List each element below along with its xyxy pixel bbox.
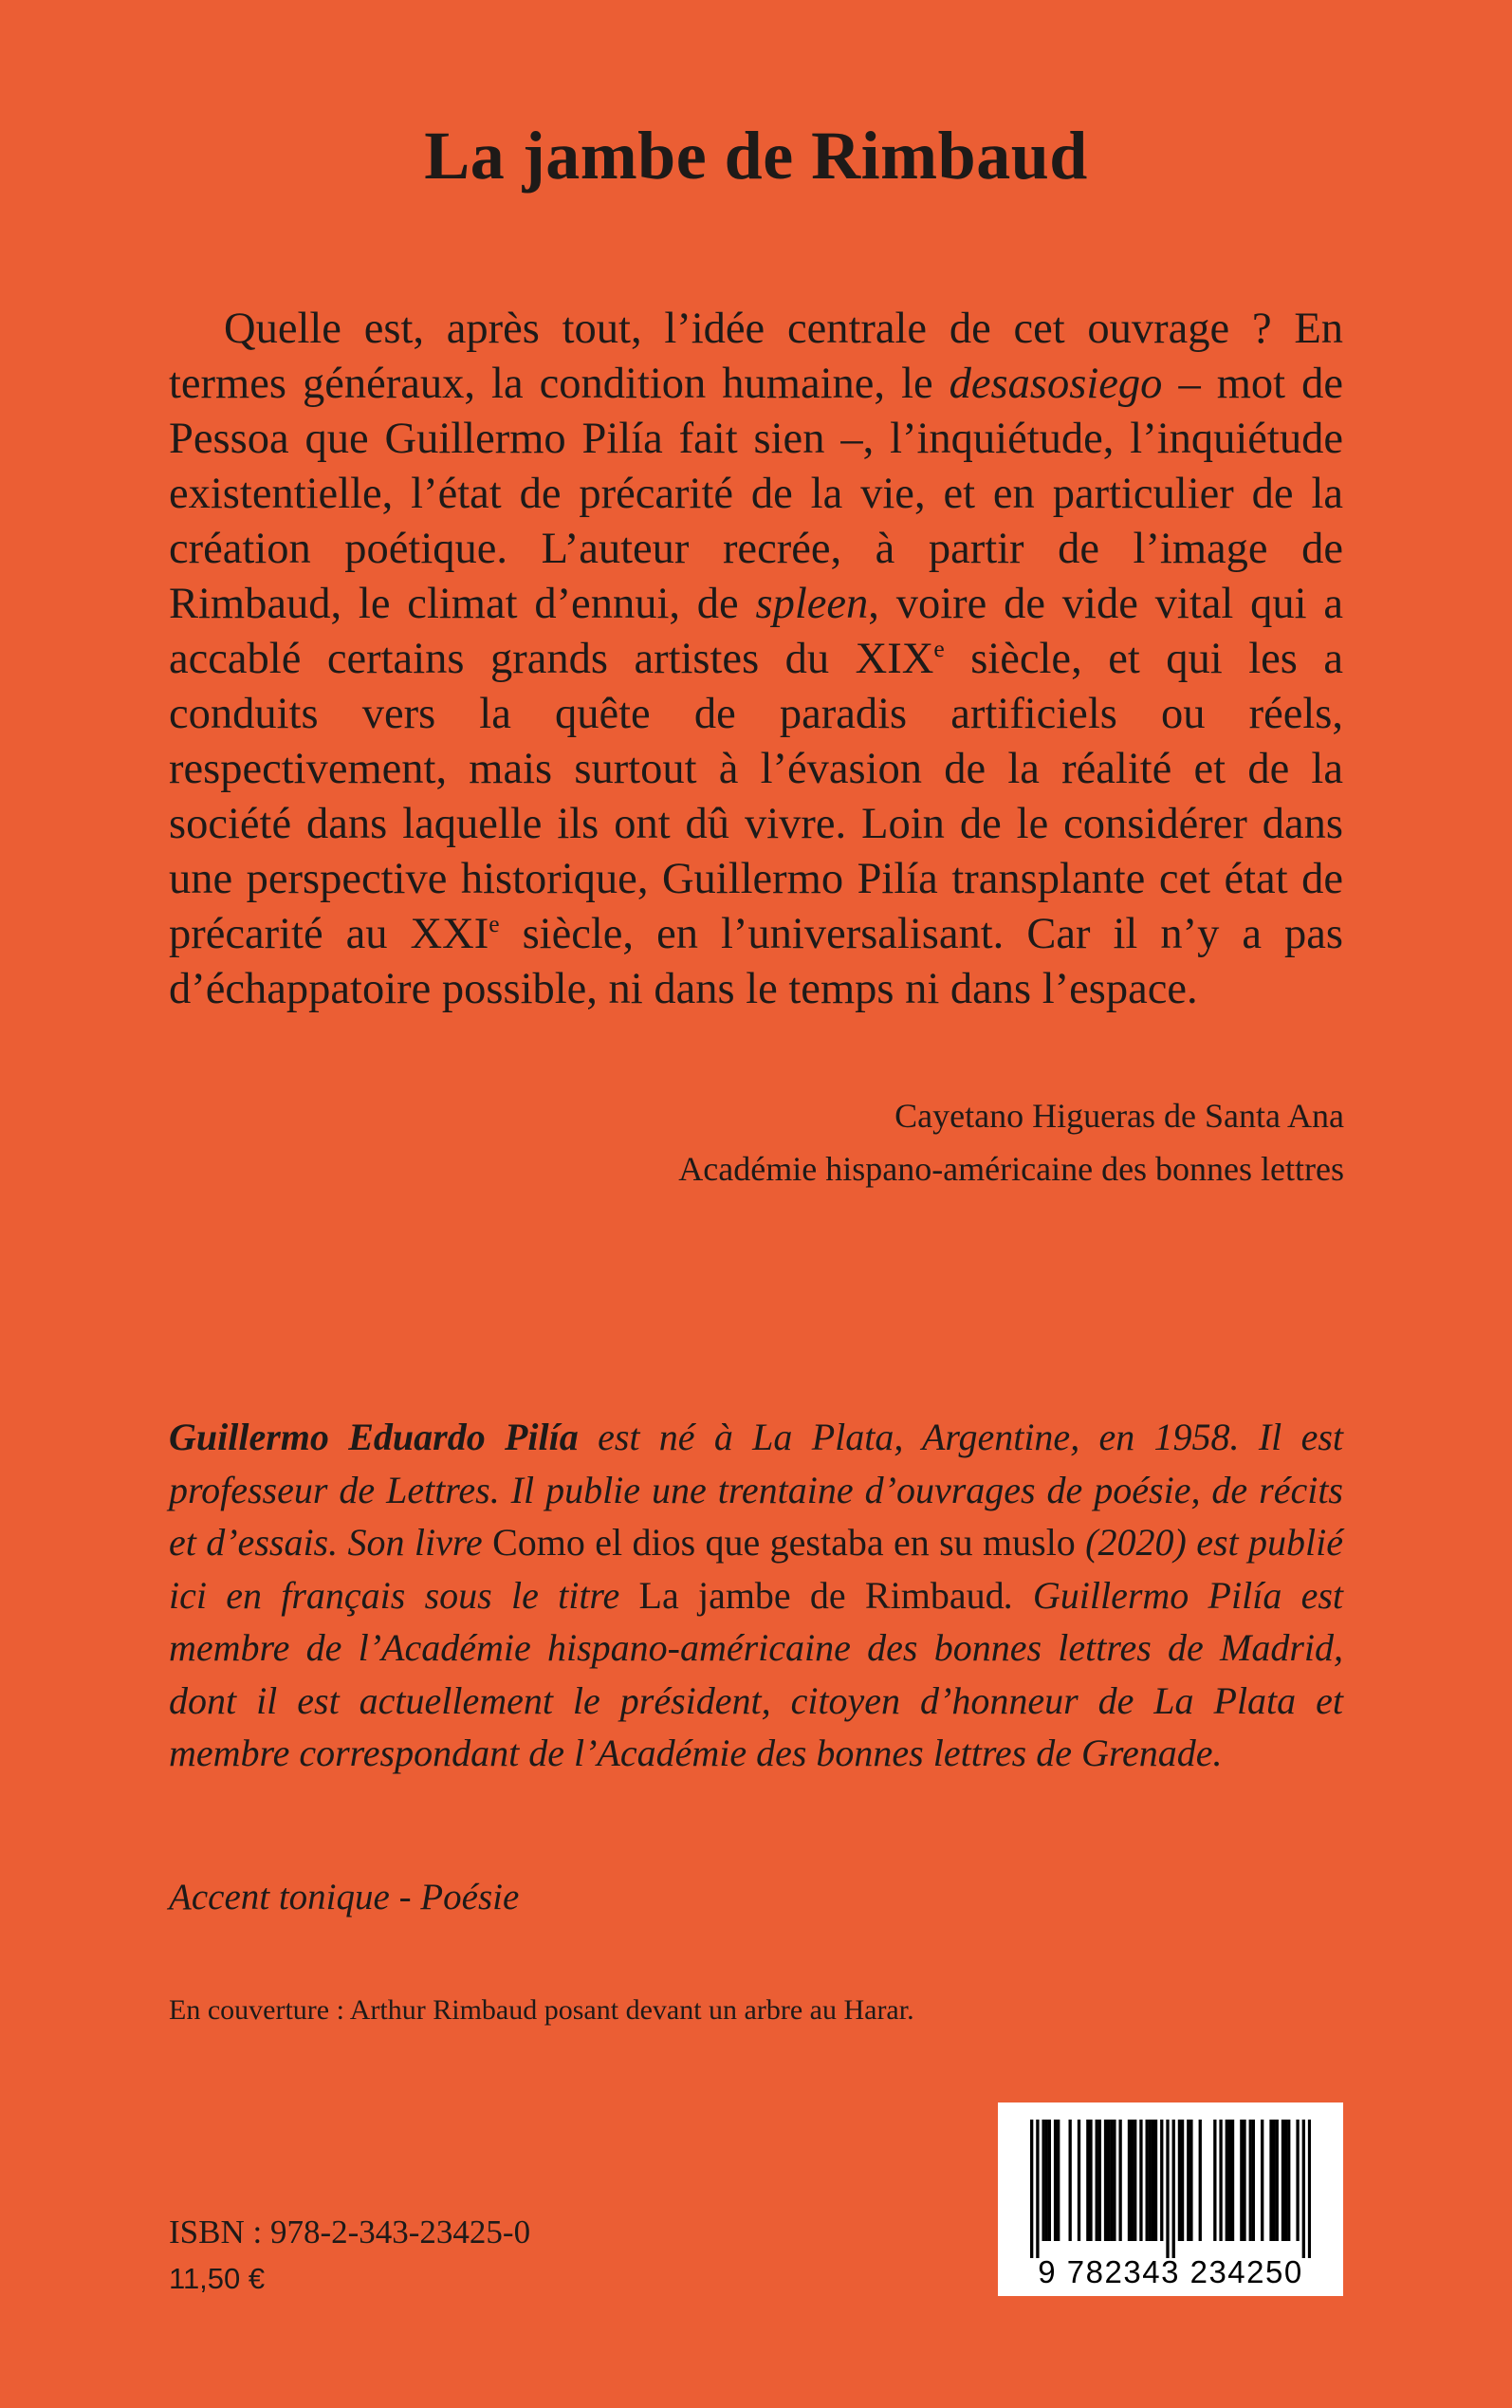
book-title: La jambe de Rimbaud — [424, 118, 1088, 194]
barcode-bar — [1308, 2120, 1311, 2258]
quote-text-2: – mot de Pessoa que Guillermo Pilía fait sien –, l’inquiétude, l’inquiétude existentielle, l’état de précarité de la vie, et en particulier de la création poétique. L’auteur recrée, à partir de l’image de Rimbaud, le climat d’ennui, de — [169, 360, 1343, 628]
quote-emphasis-spleen: spleen — [755, 580, 869, 628]
barcode-bar — [1086, 2120, 1089, 2241]
barcode-bar — [1078, 2120, 1080, 2241]
barcode-digits: 9 782343 234250 — [1038, 2254, 1303, 2289]
barcode-bar — [1057, 2120, 1060, 2241]
barcode-bar — [1160, 2120, 1163, 2241]
barcode-bar — [1036, 2120, 1039, 2258]
barcode-bar — [1089, 2120, 1092, 2241]
barcode-bars-icon — [1030, 2120, 1311, 2258]
barcode-bar — [1146, 2120, 1149, 2241]
barcode-bar — [1118, 2120, 1121, 2241]
barcode-bar — [1113, 2120, 1116, 2241]
barcode-bar — [1107, 2120, 1110, 2241]
barcode-bar — [1139, 2120, 1142, 2241]
barcode-bar — [1302, 2120, 1305, 2258]
barcode-bar — [1282, 2120, 1284, 2241]
barcode-bar — [1154, 2120, 1157, 2241]
barcode-bar — [1152, 2120, 1154, 2241]
barcode-bar — [1042, 2120, 1044, 2241]
author-bio — [169, 1411, 1343, 1780]
barcode-bar — [1252, 2120, 1255, 2241]
barcode-bar — [1128, 2120, 1131, 2241]
barcode-bar — [1287, 2120, 1290, 2241]
barcode-bar — [1166, 2120, 1169, 2258]
barcode-bar — [1226, 2120, 1228, 2241]
barcode-bar — [1276, 2120, 1279, 2241]
barcode-bar — [1048, 2120, 1051, 2241]
bio-french-title: La jambe de Rimbaud — [638, 1573, 1005, 1617]
attribution-affiliation: Académie hispano-américaine des bonnes lettres — [678, 1150, 1344, 1188]
barcode-bar — [1030, 2120, 1033, 2258]
barcode-bar — [1213, 2120, 1216, 2241]
isbn-label: ISBN : 978-2-343-23425-0 — [169, 2214, 531, 2251]
barcode — [998, 2102, 1343, 2296]
barcode-bar — [1189, 2120, 1192, 2241]
bio-text-1: est né à La Plata, Argentine, en 1958. Il est professeur de Lettres. Il publie une trentaine d’ouvrages de poésie, de récits et d’essais. Son livre — [169, 1416, 1344, 1564]
barcode-bar — [1054, 2120, 1057, 2241]
barcode-bar — [1181, 2120, 1184, 2241]
quote-attribution — [678, 1089, 1344, 1195]
barcode-bar — [1249, 2120, 1252, 2241]
barcode-bar — [1131, 2120, 1134, 2241]
barcode-bar — [1269, 2120, 1272, 2241]
quote-text-1: Quelle est, après tout, l’idée centrale de cet ouvrage ? En termes généraux, la condition humaine, le — [169, 305, 1343, 408]
barcode-bar — [1178, 2120, 1181, 2241]
barcode-bar — [1272, 2120, 1275, 2241]
quote-text-4: siècle, et qui les a conduits vers la quête de paradis artificiels ou réels, respectivement, mais surtout à l’évasion de la réalité et de la société dans laquelle ils ont dû vivre. Loin de le considérer dans une perspective historique, Guillermo Pilía transplante cet état de précarité au XXI — [169, 635, 1344, 958]
quote-text-3: , voire de vide vital qui a accablé certains grands artistes du XIX — [169, 580, 1343, 683]
barcode-bar — [1172, 2120, 1175, 2258]
back-cover-quote — [169, 302, 1343, 1017]
barcode-bar — [1110, 2120, 1113, 2241]
barcode-bar — [1149, 2120, 1152, 2241]
quote-emphasis-desasosiego: desasosiego — [949, 360, 1163, 408]
collection-name: Accent tonique - Poésie — [169, 1877, 520, 1917]
bio-author-name: Guillermo Eduardo Pilía — [169, 1416, 579, 1458]
barcode-bar — [1134, 2120, 1136, 2241]
barcode-bar — [1284, 2120, 1287, 2241]
barcode-bar — [1231, 2120, 1234, 2241]
barcode-bar — [1199, 2120, 1202, 2241]
barcode-bar — [1096, 2120, 1098, 2241]
barcode-bar — [1069, 2120, 1072, 2241]
bio-original-title: Como el dios que gestaba en su muslo — [492, 1521, 1076, 1564]
quote-superscript-2: e — [489, 910, 500, 938]
quote-text-5: siècle, en l’universalisant. Car il n’y a pas d’échappatoire possible, ni dans le temps ni dans l’espace. — [169, 910, 1343, 1013]
barcode-bar — [1045, 2120, 1048, 2241]
barcode-bar — [1261, 2120, 1263, 2241]
barcode-bar — [1098, 2120, 1101, 2241]
price-label: 11,50 € — [169, 2262, 266, 2295]
barcode-bar — [1187, 2120, 1189, 2241]
barcode-bar — [1104, 2120, 1107, 2241]
barcode-bar — [1219, 2120, 1222, 2241]
cover-credit: En couverture : Arthur Rimbaud posant devant un arbre au Harar. — [169, 1994, 914, 2026]
barcode-bar — [1240, 2120, 1243, 2241]
bio-text-2: (2020) est publié ici en français sous le titre — [169, 1521, 1343, 1617]
attribution-name: Cayetano Higueras de Santa Ana — [894, 1097, 1344, 1135]
quote-superscript-1: e — [933, 635, 945, 663]
barcode-bar — [1296, 2120, 1299, 2241]
barcode-bar — [1243, 2120, 1245, 2241]
barcode-bar — [1228, 2120, 1231, 2241]
bio-text-3: . Guillermo Pilía est membre de l’Académie hispano-américaine des bonnes lettres de Madrid, dont il est actuellement le président, citoyen d’honneur de La Plata et membre correspondant de l’Académie des bonnes lettres de Grenade. — [169, 1573, 1343, 1774]
